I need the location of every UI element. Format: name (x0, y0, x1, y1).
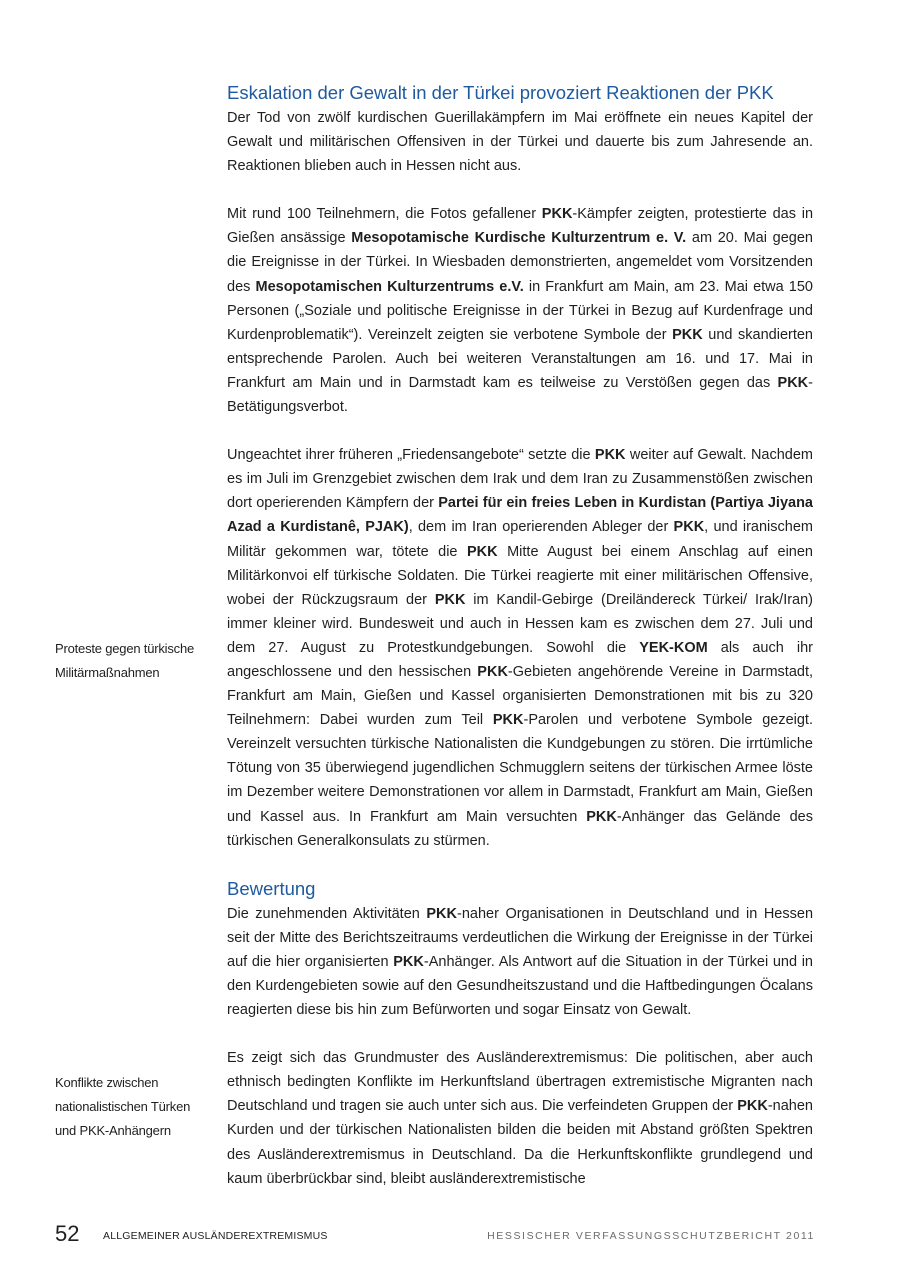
bold-term: Partei für ein freies Leben in Kurdistan (Partiya Jiyana Azad a Kurdistanê, PJAK) (227, 495, 813, 536)
bold-term: PKK (541, 206, 573, 223)
bold-term: PKK (492, 712, 524, 729)
bold-term: Mesopotamische Kurdische Kulturzentrum e. V. (351, 230, 687, 247)
bold-term: YEK-KOM (639, 639, 708, 656)
bold-term: PKK (477, 663, 508, 680)
margin-note-line: Konflikte zwischen (55, 1075, 159, 1090)
main-text-column (227, 81, 813, 1191)
margin-note-line: nationalistischen Türken (55, 1099, 191, 1114)
bold-term: PKK (426, 905, 457, 922)
paragraph-intro: Der Tod von zwölf kurdischen Guerillakämpfern im Mai eröffnete ein neues Kapitel der Gewalt und militärischen Offensiven in der Türkei und dauerte bis zum Jahresende an. Reaktionen blieben auch in Hessen nicht aus. (227, 110, 813, 175)
bold-term: PKK (673, 519, 705, 536)
bold-term: PKK (777, 374, 809, 391)
chapter-title: ALLGEMEINER AUSLÄNDEREXTREMISMUS (103, 1230, 328, 1242)
section-heading-bewertung: Bewertung (227, 877, 316, 899)
section-heading-eskalation: Eskalation der Gewalt in der Türkei provoziert Reaktionen der PKK (227, 82, 774, 103)
page-footer (55, 1220, 815, 1248)
bold-term: PKK (737, 1098, 768, 1115)
margin-note-line: Proteste gegen türkische (55, 641, 195, 656)
margin-note-line: Militärmaßnahmen (55, 665, 160, 680)
paragraph-protests-may: Mit rund 100 Teilnehmern, die Fotos gefallener PKK-Kämpfer zeigten, protestierte das in Gießen ansässige Mesopotamische Kurdische Kulturzentrum e. V. am 20. Mai gegen die Ereignisse in der Türkei. In Wiesbaden demonstrierten, angemeldet vom Vorsitzenden des Mesopotamischen Kulturzentrums e.V. in Frankfurt am Main, am 23. Mai etwa 150 Personen („Soziale und politische Ereignisse in der Türkei in Bezug auf Kurdenfrage und Kurdenproblematik“). Vereinzelt zeigten sie verbotene Symbole der PKK und skandierten entsprechende Parolen. Auch bei weiteren Veranstaltungen am 16. und 17. Mai in Frankfurt am Main und in Darmstadt kam es teilweise zu Verstößen gegen das PKK-Betätigungsverbot. (227, 206, 814, 416)
bold-term: PKK (586, 808, 617, 825)
margin-note-line: und PKK-Anhängern (55, 1123, 171, 1138)
bold-term: PKK (393, 953, 424, 970)
bold-term: PKK (466, 543, 498, 560)
bold-term: PKK (434, 591, 466, 608)
page-number: 52 (55, 1221, 80, 1246)
bold-term: PKK (594, 447, 626, 464)
bold-term: PKK (672, 326, 703, 343)
paragraph-violence-august: Ungeachtet ihrer früheren „Friedensangebote“ setzte die PKK weiter auf Gewalt. Nachdem es im Juli im Grenzgebiet zwischen dem Irak und dem Iran zu Zusammenstößen zwischen dort operierenden Kämpfern der Partei für ein freies Leben in Kurdistan (Partiya Jiyana Azad a Kurdistanê, PJAK), dem im Iran operierenden Ableger der PKK, und iranischem Militär gekommen war, tötete die PKK Mitte August bei einem Anschlag auf einen Militärkonvoi elf türkische Soldaten. Die Türkei reagierte mit einer militärischen Offensive, wobei der Rückzugsraum der PKK im Kandil-Gebirge (Dreiländereck Türkei/ Irak/Iran) immer kleiner wird. Bundesweit und auch in Hessen kam es zwischen dem 27. Juli und dem 27. August zu Protestkundgebungen. Sowohl die YEK-KOM als auch ihr angeschlossene und den hessischen PKK-Gebieten angehörende Vereine in Darmstadt, Frankfurt am Main, Gießen und Kassel organisierten Demonstrationen mit bis zu 320 Teilnehmern: Dabei wurden zum Teil PKK-Parolen und verbotene Symbole gezeigt. Vereinzelt versuchten türkische Nationalisten die Kundgebungen zu stören. Die irrtümliche Tötung von 35 überwiegend jugendlichen Schmugglern seitens der türkischen Armee löste im Dezember weitere Demonstrationen vor allem in Darmstadt, Frankfurt am Main, Gießen und Kassel aus. In Frankfurt am Main versuchten PKK-Anhänger das Gelände des türkischen Generalkonsulats zu stürmen. (227, 447, 814, 849)
report-title: HESSISCHER VERFASSUNGSSCHUTZBERICHT 2011 (487, 1230, 815, 1242)
bold-term: Mesopotamischen Kulturzentrums e.V. (255, 278, 524, 295)
margin-note-protests (55, 637, 205, 685)
paragraph-bewertung-pattern: Es zeigt sich das Grundmuster des Ausländerextremismus: Die politischen, aber auch ethnisch bedingten Konflikte im Herkunftsland übertragen extremistische Migranten nach Deutschland und tragen sie auch unter sich aus. Die verfeindeten Gruppen der PKK-nahen Kurden und der türkischen Nationalisten bilden die beiden mit Abstand größten Spektren des Ausländerextremismus in Deutschland. Da die Herkunftskonflikte grundlegend und kaum überbrückbar sind, bleibt ausländerextremistische (227, 1050, 813, 1187)
paragraph-bewertung-activities: Die zunehmenden Aktivitäten PKK-naher Organisationen in Deutschland und in Hessen seit der Mitte des Berichtszeitraums verdeutlichen die Wirkung der Ereignisse in der Türkei auf die hier organisierten PKK-Anhänger. Als Antwort auf die Situation in der Türkei und in den Kurdengebieten sowie auf den Gesundheitszustand und die Haftbedingungen Öcalans reagierten diese bis hin zum Befürworten und sogar Einsatz von Gewalt. (227, 905, 814, 1019)
margin-note-conflicts (55, 1071, 205, 1143)
